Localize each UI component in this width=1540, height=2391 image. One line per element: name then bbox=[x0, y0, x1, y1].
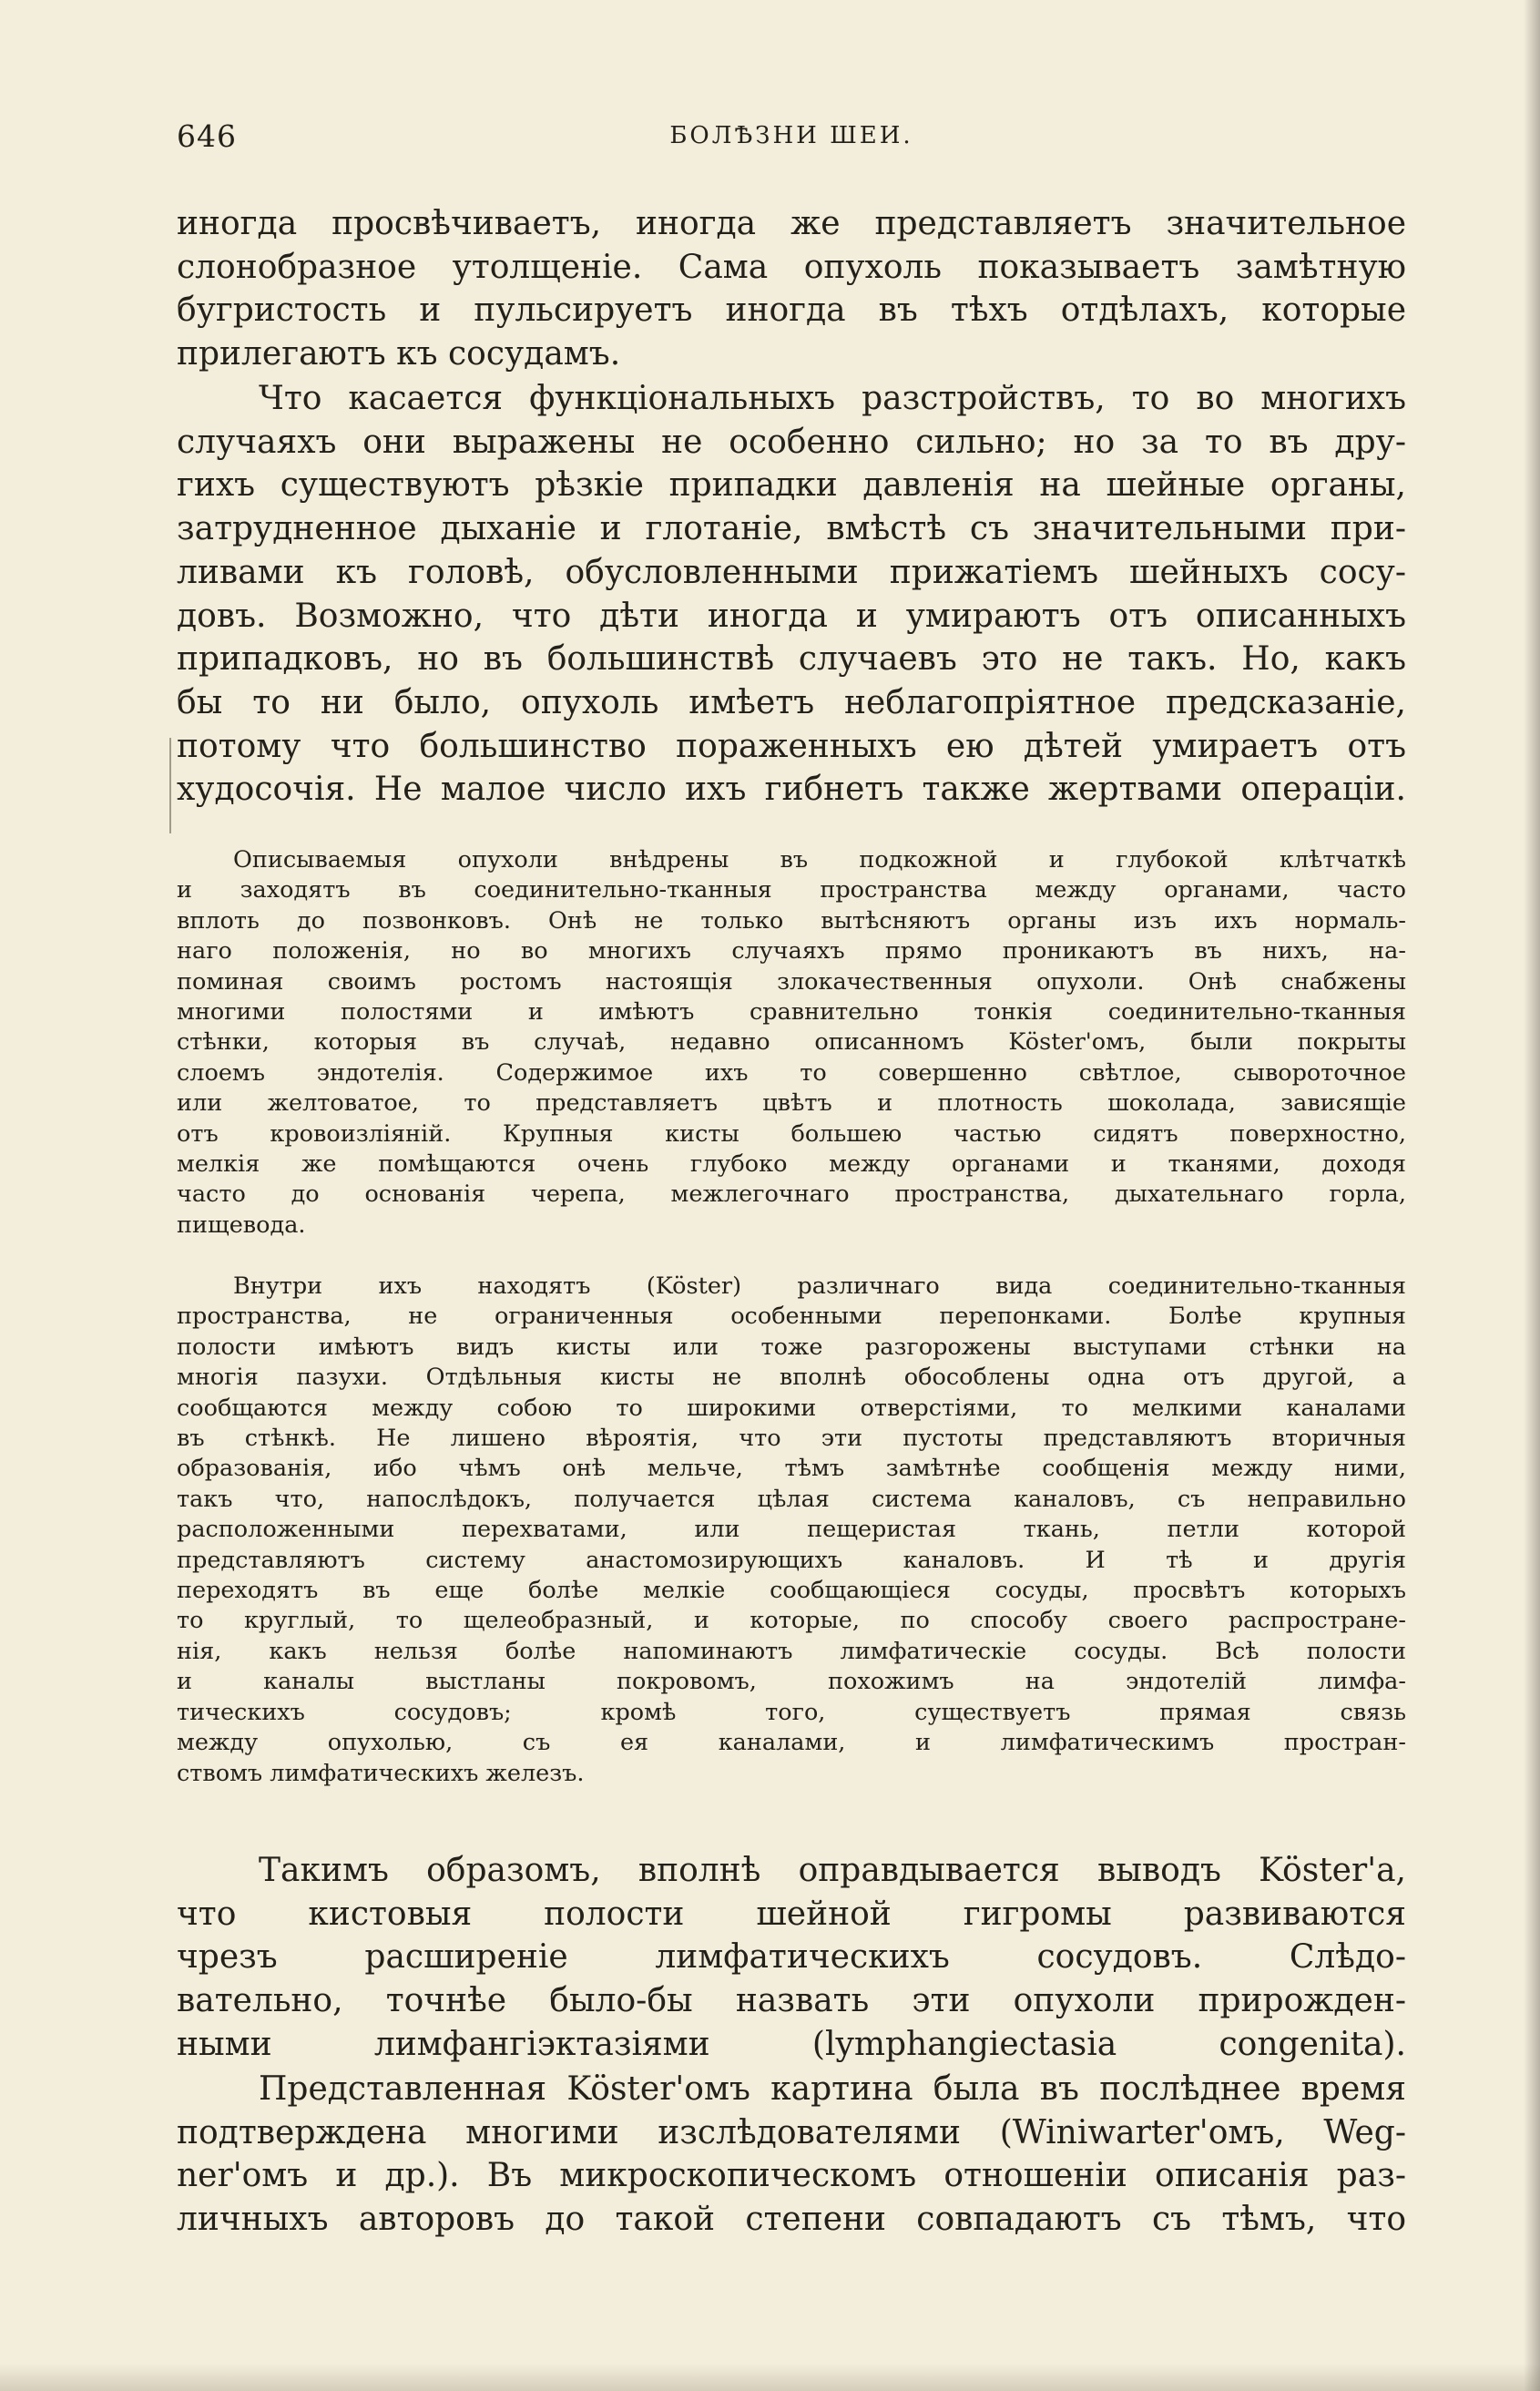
text-line: случаяхъ они выражены не особенно сильно; но за то въ дру- bbox=[177, 423, 1406, 461]
text-line: Что касается функціональныхъ разстройствъ, то во многихъ bbox=[259, 380, 1406, 417]
small-print-structure bbox=[177, 1272, 1406, 1789]
text-line: ными лимфангіэктазіями (lymphangiectasia congenita). bbox=[177, 2025, 1406, 2063]
text-line: Представленная Köster'омъ картина была въ послѣднее время bbox=[259, 2070, 1406, 2108]
margin-mark bbox=[169, 738, 171, 833]
text-line: бугристость и пульсируетъ иногда въ тѣхъ отдѣлахъ, которые bbox=[177, 291, 1406, 330]
text-line: сообщаются между собою то широкими отверстіями, то мелкими каналами bbox=[177, 1394, 1406, 1422]
text-line: то круглый, то щелеобразный, и которые, по способу своего распростране- bbox=[177, 1607, 1406, 1635]
text-line: иногда просвѣчиваетъ, иногда же представляетъ значительное bbox=[177, 205, 1406, 242]
text-line: потому что большинство пораженныхъ ею дѣтей умираетъ отъ bbox=[177, 727, 1406, 765]
text-line: Такимъ образомъ, вполнѣ оправдывается выводъ Köster'а, bbox=[259, 1852, 1406, 1889]
text-line: ner'омъ и др.). Въ микроскопическомъ отношеніи описанія раз- bbox=[177, 2157, 1406, 2195]
text-line: ливами къ головѣ, обусловленными прижатіемъ шейныхъ сосу- bbox=[177, 553, 1406, 591]
text-line: затрудненное дыханіе и глотаніе, вмѣстѣ съ значительными при- bbox=[177, 510, 1406, 548]
text-line: вплоть до позвонковъ. Онѣ не только вытѣсняютъ органы изъ ихъ нормаль- bbox=[177, 906, 1406, 935]
text-line: нія, какъ нельзя болѣе напоминаютъ лимфатическіе сосуды. Всѣ полости bbox=[177, 1637, 1406, 1665]
text-line: и заходятъ въ соединительно-тканныя пространства между органами, часто bbox=[177, 876, 1406, 904]
text-line: поминая своимъ ростомъ настоящія злокачественныя опухоли. Онѣ снабжены bbox=[177, 967, 1406, 996]
text-line: тическихъ сосудовъ; кромѣ того, существуетъ прямая связь bbox=[177, 1698, 1406, 1726]
page-number: 646 bbox=[177, 118, 237, 154]
text-line: вательно, точнѣе было-бы назвать эти опухоли прирожден- bbox=[177, 1982, 1406, 2020]
page-header bbox=[177, 118, 1406, 155]
text-line: что кистовыя полости шейной гигромы развиваются bbox=[177, 1895, 1406, 1933]
text-line: и каналы выстланы покровомъ, похожимъ на эндотелій лимфа- bbox=[177, 1668, 1406, 1696]
text-line: ствомъ лимфатическихъ железъ. bbox=[177, 1759, 585, 1787]
text-line: Описываемыя опухоли внѣдрены въ подкожной и глубокой клѣтчаткѣ bbox=[233, 846, 1406, 874]
text-line: довъ. Возможно, что дѣти иногда и умираютъ отъ описанныхъ bbox=[177, 597, 1406, 635]
text-line: бы то ни было, опухоль имѣетъ неблагопріятное предсказаніе, bbox=[177, 683, 1406, 721]
text-line: многія пазухи. Отдѣльныя кисты не вполнѣ обособлены одна отъ другой, а bbox=[177, 1364, 1406, 1392]
text-line: полости имѣютъ видъ кисты или тоже разгорожены выступами стѣнки на bbox=[177, 1333, 1406, 1361]
text-line: образованія, ибо чѣмъ онѣ мельче, тѣмъ замѣтнѣе сообщенія между ними, bbox=[177, 1455, 1406, 1483]
paragraph-continuation bbox=[177, 202, 1406, 376]
running-title: БОЛѢЗНИ ШЕИ. bbox=[669, 122, 913, 149]
text-line: стѣнки, которыя въ случаѣ, недавно описанномъ Köster'омъ, были покрыты bbox=[177, 1028, 1406, 1057]
text-line: представляютъ систему анастомозирующихъ каналовъ. И тѣ и другія bbox=[177, 1546, 1406, 1574]
paragraph-confirmation bbox=[177, 2068, 1406, 2242]
text-line: слонобразное утолщеніе. Сама опухоль показываетъ замѣтную bbox=[177, 248, 1406, 286]
text-line: многими полостями и имѣютъ сравнительно тонкія соединительно-тканныя bbox=[177, 998, 1406, 1027]
text-line: чрезъ расширеніе лимфатическихъ сосудовъ. Слѣдо- bbox=[177, 1938, 1406, 1977]
text-line: между опухолью, съ ея каналами, и лимфатическимъ простран- bbox=[177, 1729, 1406, 1757]
text-line: слоемъ эндотелія. Содержимое ихъ то совершенно свѣтлое, сывороточное bbox=[177, 1058, 1406, 1087]
page-edge-shadow bbox=[1524, 0, 1540, 2391]
text-line: такъ что, напослѣдокъ, получается цѣлая система каналовъ, съ неправильно bbox=[177, 1485, 1406, 1513]
text-line: личныхъ авторовъ до такой степени совпадаютъ съ тѣмъ, что bbox=[177, 2201, 1406, 2239]
text-line: гихъ существуютъ рѣзкіе припадки давленія на шейные органы, bbox=[177, 466, 1406, 505]
paragraph-functional-disorders bbox=[177, 377, 1406, 812]
text-line: прилегаютъ къ сосудамъ. bbox=[177, 335, 621, 373]
text-line: пространства, не ограниченныя особенными перепонками. Болѣе крупныя bbox=[177, 1303, 1406, 1331]
text-line: наго положенія, но во многихъ случаяхъ прямо проникаютъ въ нихъ, на- bbox=[177, 937, 1406, 966]
paragraph-conclusion bbox=[177, 1849, 1406, 2067]
text-line: въ стѣнкѣ. Не лишено вѣроятія, что эти пустоты представляютъ вторичныя bbox=[177, 1425, 1406, 1453]
text-line: пищевода. bbox=[177, 1211, 306, 1239]
text-line: мелкія же помѣщаются очень глубоко между органами и тканями, доходя bbox=[177, 1150, 1406, 1179]
text-line: расположенными перехватами, или пещеристая ткань, петли которой bbox=[177, 1516, 1406, 1544]
text-line: припадковъ, но въ большинствѣ случаевъ это не такъ. Но, какъ bbox=[177, 640, 1406, 679]
text-line: переходятъ въ еще болѣе мелкіе сообщающіеся сосуды, просвѣтъ которыхъ bbox=[177, 1577, 1406, 1605]
text-line: часто до основанія черепа, межлегочнаго пространства, дыхательнаго горла, bbox=[177, 1180, 1406, 1209]
text-line: или желтоватое, то представляетъ цвѣтъ и плотность шоколада, зависящіе bbox=[177, 1089, 1406, 1118]
text-line: Внутри ихъ находятъ (Köster) различнаго вида соединительно-тканныя bbox=[233, 1272, 1406, 1300]
page-bottom-shadow bbox=[0, 2364, 1540, 2391]
small-print-description bbox=[177, 845, 1406, 1241]
text-line: худосочія. Не малое число ихъ гибнетъ также жертвами операціи. bbox=[177, 771, 1406, 809]
text-line: подтверждена многими изслѣдователями (Winiwarter'омъ, Weg- bbox=[177, 2113, 1406, 2151]
text-line: отъ кровоизліяній. Крупныя кисты большею частью сидятъ поверхностно, bbox=[177, 1119, 1406, 1148]
